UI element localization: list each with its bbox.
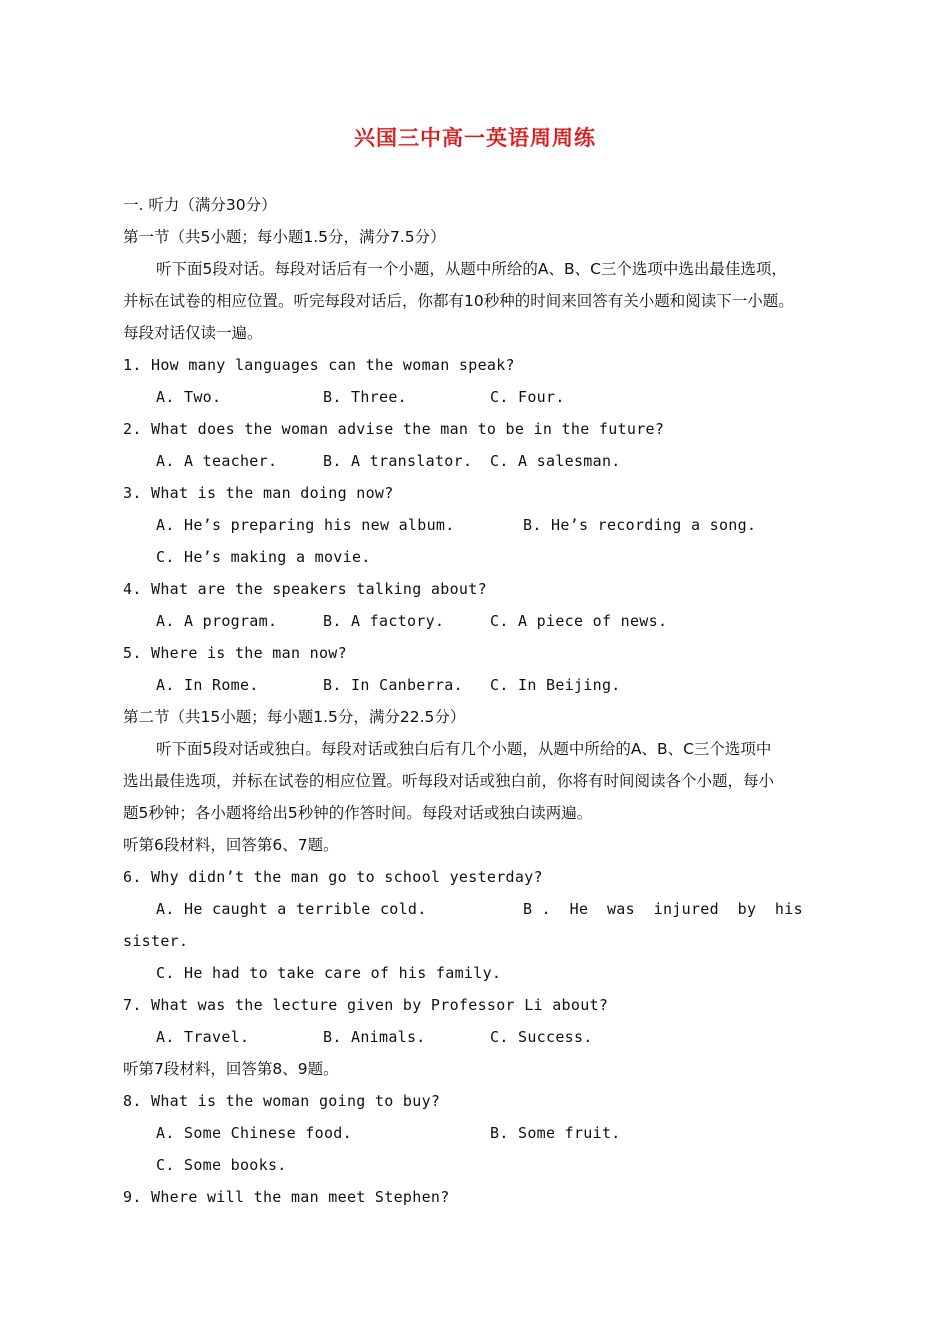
option-c: C. Four. [490, 388, 565, 406]
question-stem: 9. Where will the man meet Stephen? [123, 1188, 450, 1206]
option-b: B. He’s recording a song. [523, 516, 757, 534]
option-a: A. Two. [156, 388, 222, 406]
page-title: 兴国三中高一英语周周练 [354, 126, 596, 150]
part1-instruction-line: 并标在试卷的相应位置。听完每段对话后，你都有10秒种的时间来回答有关小题和阅读下一小题。 [123, 292, 794, 310]
question-stem: 5. Where is the man now? [123, 644, 347, 662]
option-b: B. Animals. [323, 1028, 426, 1046]
part2-heading: 第二节（共15小题；每小题1.5分，满分22.5分） [123, 708, 466, 726]
option-c: C. Some books. [156, 1156, 287, 1174]
part1-instruction-line: 听下面5段对话。每段对话后有一个小题，从题中所给的A、B、C三个选项中选出最佳选项， [156, 260, 787, 278]
part2-instruction-line: 题5秒钟；各小题将给出5秒钟的作答时间。每段对话或独白读两遍。 [123, 804, 593, 822]
material-note: 听第6段材料，回答第6、7题。 [123, 836, 339, 854]
part2-instruction-line: 听下面5段对话或独白。每段对话或独白后有几个小题，从题中所给的A、B、C三个选项中 [156, 740, 772, 758]
option-b: B. In Canberra. [323, 676, 463, 694]
option-b: B. A factory. [323, 612, 445, 630]
option-c: C. Success. [490, 1028, 593, 1046]
option-b: B. Some fruit. [490, 1124, 621, 1142]
question-stem: 6. Why didn’t the man go to school yesterday? [123, 868, 543, 886]
option-c: C. In Beijing. [490, 676, 621, 694]
option-a: A. Some Chinese food. [156, 1124, 352, 1142]
part1-instruction-line: 每段对话仅读一遍。 [123, 324, 263, 342]
option-a: A. A teacher. [156, 452, 278, 470]
option-a: A. In Rome. [156, 676, 259, 694]
part1-heading: 第一节（共5小题；每小题1.5分，满分7.5分） [123, 228, 446, 246]
option-b: B . He was injured by his [523, 900, 803, 918]
material-note: 听第7段材料，回答第8、9题。 [123, 1060, 339, 1078]
option-a: A. Travel. [156, 1028, 250, 1046]
question-stem: 4. What are the speakers talking about? [123, 580, 487, 598]
option-a: A. He’s preparing his new album. [156, 516, 455, 534]
option-a: A. He caught a terrible cold. [156, 900, 427, 918]
question-stem: 7. What was the lecture given by Professor Li about? [123, 996, 609, 1014]
question-stem: 3. What is the man doing now? [123, 484, 394, 502]
option-a: A. A program. [156, 612, 278, 630]
section-heading: 一. 听力（满分30分） [123, 196, 277, 214]
option-c: C. A piece of news. [490, 612, 668, 630]
option-c: C. He had to take care of his family. [156, 964, 502, 982]
option-c: C. He’s making a movie. [156, 548, 371, 566]
option-b: B. A translator. [323, 452, 473, 470]
question-stem: 2. What does the woman advise the man to be in the future? [123, 420, 665, 438]
question-stem: 8. What is the woman going to buy? [123, 1092, 441, 1110]
option-b-continued: sister. [123, 932, 189, 950]
part2-instruction-line: 选出最佳选项，并标在试卷的相应位置。听每段对话或独白前，你将有时间阅读各个小题，每小 [123, 772, 775, 790]
option-b: B. Three. [323, 388, 407, 406]
option-c: C. A salesman. [490, 452, 621, 470]
question-stem: 1. How many languages can the woman speak? [123, 356, 515, 374]
